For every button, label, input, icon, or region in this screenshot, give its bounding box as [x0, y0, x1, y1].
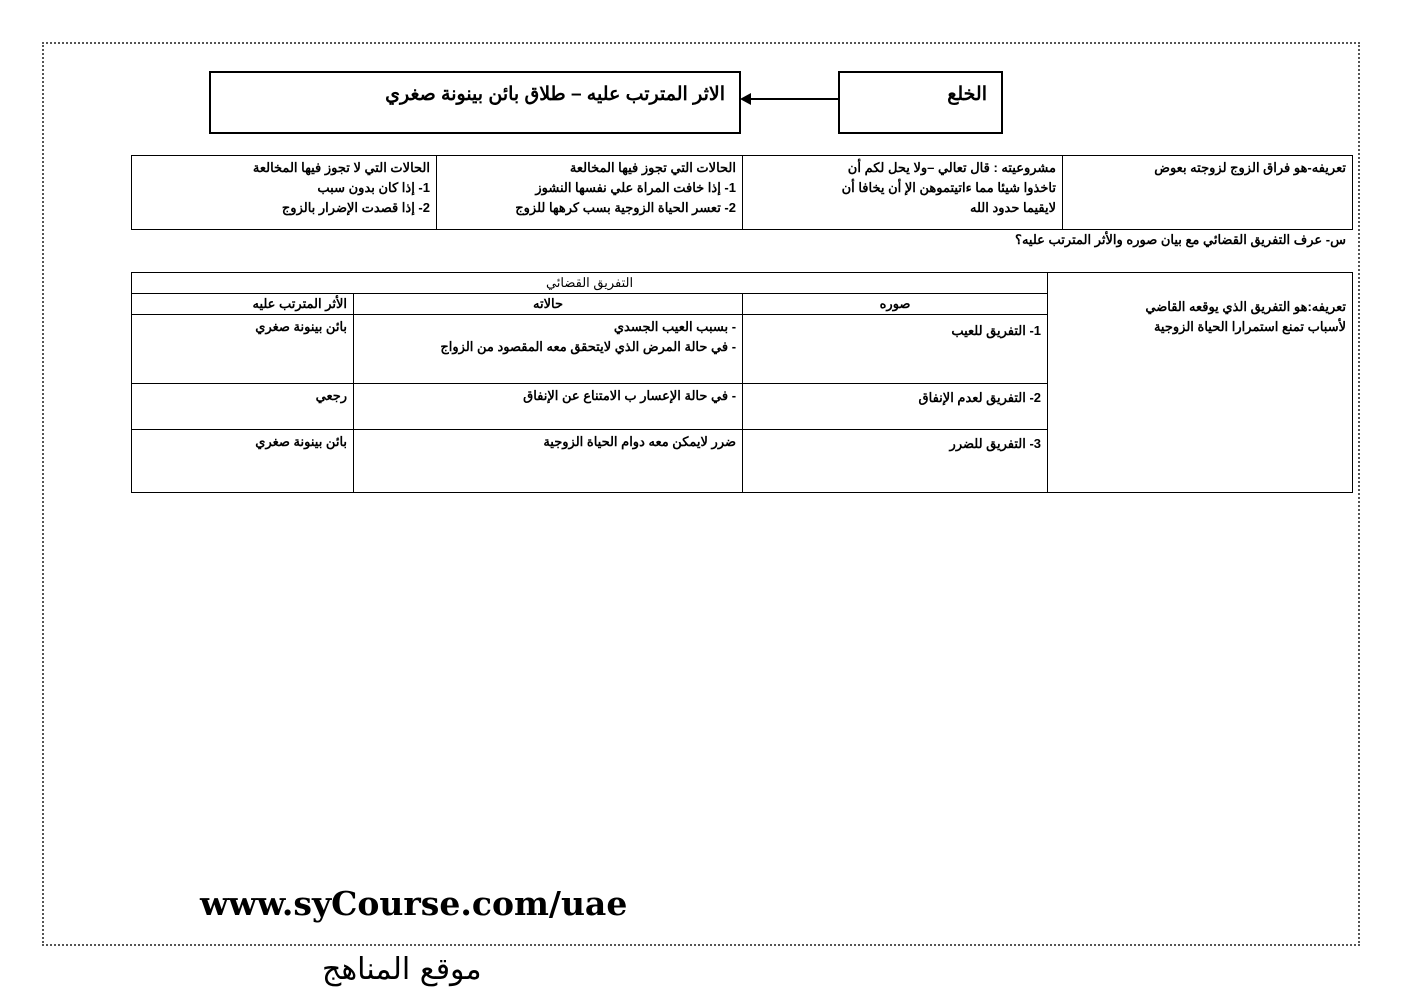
effect-label: الاثر المترتب عليه – طلاق بائن بينونة صغري: [385, 84, 725, 105]
row-cases: ضرر لايمكن معه دوام الحياة الزوجية: [354, 430, 743, 493]
row-effect: بائن بينونة صغري: [132, 315, 354, 384]
arrow-left-icon: [740, 93, 751, 105]
khula-allowed-cases: الحالات التي تجوز فيها المخالعة 1- إذا خافت المراة علي نفسها النشوز 2- تعسر الحياة الزوجية بسب كرهها للزوج: [437, 156, 743, 230]
effect-box: [209, 71, 741, 134]
judicial-separation-table: [131, 272, 1353, 493]
row-cases: - في حالة الإعسار ب الامتناع عن الإنفاق: [354, 384, 743, 430]
row-form: 3- التفريق للضرر: [743, 430, 1048, 493]
judicial-title: التفريق القضائي: [132, 273, 1048, 294]
row-form: 1- التفريق للعيب: [743, 315, 1048, 384]
khula-box: [838, 71, 1003, 134]
website-url[interactable]: www.syCourse.com/uae: [200, 884, 628, 923]
cases-header: حالاته: [354, 294, 743, 315]
khula-table: [131, 155, 1353, 230]
khula-not-allowed-cases: الحالات التي لا تجوز فيها المخالعة 1- إذا كان بدون سبب 2- إذا قصدت الإضرار بالزوج: [132, 156, 437, 230]
khula-legitimacy: مشروعيته : قال تعالي –ولا يحل لكم أن تاخذوا شيئا مما ءاتيتموهن الإ أن يخافا أن لايقيما حدود الله: [743, 156, 1063, 230]
khula-definition: تعريفه-هو فراق الزوج لزوجته بعوض: [1063, 156, 1353, 230]
judicial-definition: تعريفه:هو التفريق الذي يوقعه القاضي لأسباب تمنع استمرارا الحياة الزوجية: [1048, 273, 1353, 493]
row-cases: - بسبب العيب الجسدي - في حالة المرض الذي لايتحقق معه المقصود من الزواج: [354, 315, 743, 384]
question-text: س- عرف التفريق القضائي مع بيان صوره والأثر المترتب عليه؟: [1015, 232, 1346, 247]
forms-header: صوره: [743, 294, 1048, 315]
khula-label: الخلع: [947, 84, 987, 105]
row-effect: رجعي: [132, 384, 354, 430]
arrow-line: [750, 98, 839, 100]
row-effect: بائن بينونة صغري: [132, 430, 354, 493]
row-form: 2- التفريق لعدم الإنفاق: [743, 384, 1048, 430]
effect-header: الأثر المترتب عليه: [132, 294, 354, 315]
site-name: موقع المناهج: [322, 952, 482, 987]
